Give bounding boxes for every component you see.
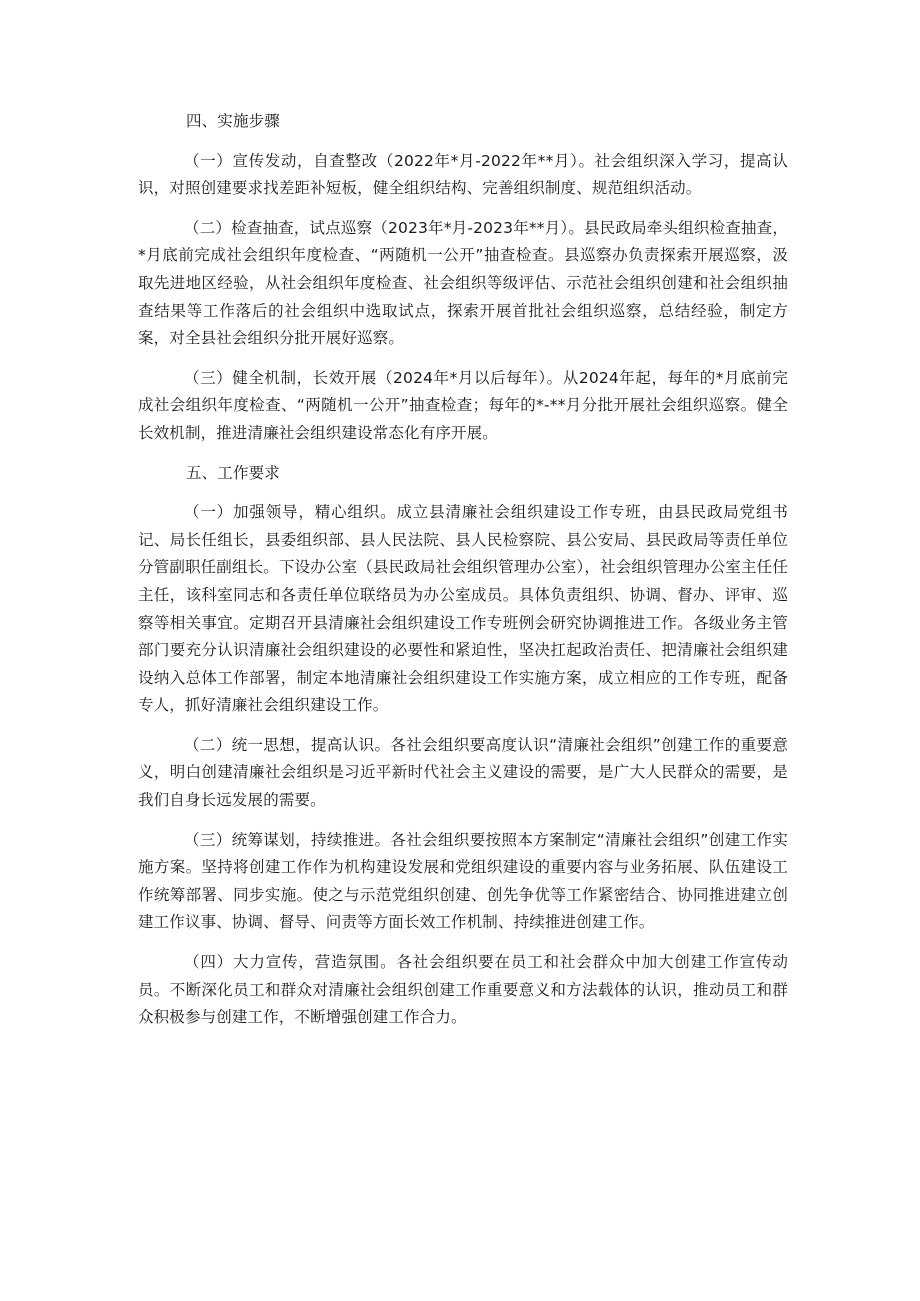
section-heading-work-requirements: 五、工作要求 — [186, 463, 280, 482]
paragraph: （一）宣传发动，自查整改（2022年*月-2022年**月）。社会组织深入学习，提高认识，对照创建要求找差距补短板，健全组织结构、完善组织制度、规范组织活动。 — [138, 151, 788, 198]
paragraph: （二）统一思想，提高认识。各社会组织要高度认识“清廉社会组织”创建工作的重要意义，明白创建清廉社会组织是习近平新时代社会主义建设的需要，是广大人民群众的需要，是我们自身长远发展的需要。 — [138, 735, 788, 810]
document-body — [138, 108, 788, 1044]
paragraph: （三）统筹谋划，持续推进。各社会组织要按照本方案制定“清廉社会组织”创建工作实施方案。坚持将创建工作作为机构建设发展和党组织建设的重要内容与业务拓展、队伍建设工作统筹部署、同步实施。使之与示范党组织创建、创先争优等工作紧密结合、协同推进建立创建工作议事、协调、督导、问责等方面长效工作机制、持续推进创建工作。 — [138, 830, 788, 932]
paragraph: （四）大力宣传，营造氛围。各社会组织要在员工和社会群众中加大创建工作宣传动员。不断深化员工和群众对清廉社会组织创建工作重要意义和方法载体的认识，推动员工和群众积极参与创建工作，不断增强创建工作合力。 — [138, 953, 788, 1027]
section-heading-implementation-steps: 四、实施步骤 — [186, 112, 280, 130]
paragraph: （一）加强领导，精心组织。成立县清廉社会组织建设工作专班，由县民政局党组书记、局长任组长，县委组织部、县人民法院、县人民检察院、县公安局、县民政局等责任单位分管副职任副组长。下设办公室（县民政局社会组织管理办公室），社会组织管理办公室主任任主任，该科室同志和各责任单位联络员为办公室成员。具体负责组织、协调、督办、评审、巡察等相关事宜。定期召开县清廉社会组织建设工作专班例会研究协调推进工作。各级业务主管部门要充分认识清廉社会组织建设的必要性和紧迫性，坚决扛起政治责任、把清廉社会组织建设纳入总体工作部署，制定本地清廉社会组织建设工作实施方案，成立相应的工作专班，配备专人，抓好清廉社会组织建设工作。 — [138, 503, 788, 715]
paragraph: （三）健全机制，长效开展（2024年*月以后每年）。从2024年起，每年的*月底前完成社会组织年度检查、“两随机一公开”抽查检查；每年的*-**月分批开展社会组织巡察。健全长效机制，推进清廉社会组织建设常态化有序开展。 — [138, 368, 788, 442]
paragraph: （二）检查抽查，试点巡察（2023年*月-2023年**月）。县民政局牵头组织检查抽查，*月底前完成社会组织年度检查、“两随机一公开”抽查检查。县巡察办负责探索开展巡察，汲取先进地区经验，从社会组织年度检查、社会组织等级评估、示范社会组织创建和社会组织抽查结果等工作落后的社会组织中选取试点，探索开展首批社会组织巡察，总结经验，制定方案，对全县社会组织分批开展好巡察。 — [138, 218, 788, 348]
